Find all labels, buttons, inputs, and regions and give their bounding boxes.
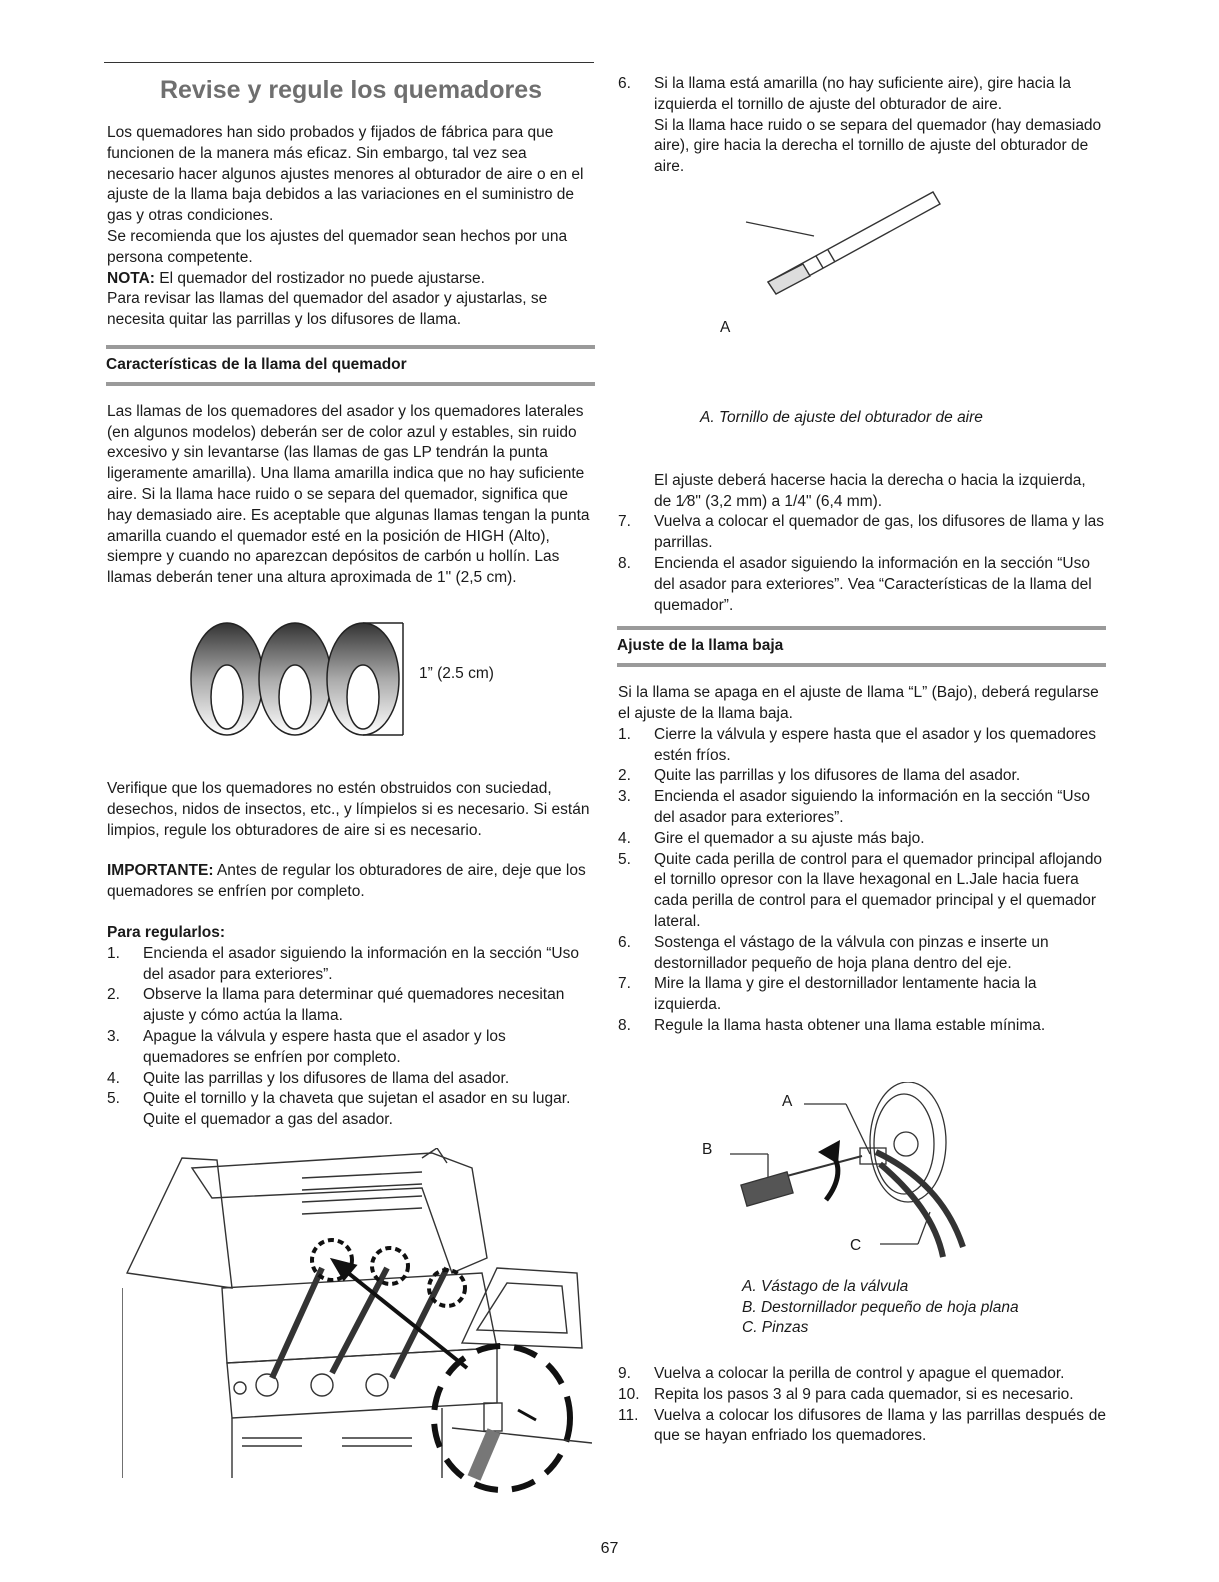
list-item: 2. Quite las parrillas y los difusores de llama del asador.	[618, 767, 1021, 785]
right-step6	[618, 74, 1106, 178]
grill-illustration	[122, 1148, 592, 1508]
list-item: 1. Cierre la válvula y espere hasta que el asador y los quemadores estén fríos.	[618, 725, 1096, 764]
nota-text: El quemador del rostizador no puede ajustarse.	[154, 269, 485, 287]
list-item: 7. Vuelva a colocar el quemador de gas, los difusores de llama y las parrillas.	[618, 513, 1105, 552]
list-item: 5. Quite el tornillo y la chaveta que sujetan el asador en su lugar. Quite el quemador a gas del asador.	[107, 1090, 571, 1129]
valve-label-b: B	[702, 1140, 713, 1158]
list-item: 8. Encienda el asador siguiendo la información en la sección “Uso del asador para exteriores”. Vea “Características de la llama del quemador”.	[618, 554, 1092, 614]
intro-paragraph-1: Los quemadores han sido probados y fijados de fábrica para que funcionen de la manera más eficaz. Sin embargo, tal vez sea necesario hacer algunos ajustes menores al obturador de aire o en el ajuste de la llama baja debidos a las variaciones en el suministro de gas y otras condiciones.	[107, 124, 584, 225]
right-column	[618, 74, 1106, 1447]
valve-figure	[618, 1082, 1106, 1277]
list-item: 6. Si la llama está amarilla (no hay suficiente aire), gire hacia la izquierda el tornillo de ajuste del obturador de aire. Si la llama hace ruido o se separa del quemador (hay demasiado aire), gire hacia la derecha el tornillo de ajuste del obturador de aire.	[618, 75, 1102, 176]
burner-label-a: A	[720, 318, 731, 336]
valve-label-a: A	[782, 1092, 793, 1110]
section-heading-low-flame: Ajuste de la llama baja	[617, 626, 1106, 667]
list-item: 3. Encienda el asador siguiendo la información en la sección “Uso del asador para exteriores”.	[618, 788, 1090, 826]
flame-characteristics-text: Las llamas de los quemadores del asador y los quemadores laterales (en algunos modelos) deberán ser de color azul y estables, sin ruido excesivo y sin levantarse (las llamas de gas LP tendrán la punta ligeramente amarilla). Una llama amarilla indica que no hay suficiente aire. Si la llama hace ruido o se separa del quemador, significa que hay demasiado aire. Es aceptable que algunas llamas tengan la punta amarilla cuando el quemador esté en la posición de HIGH (Alto), siempre y cuando no aparezcan depósitos de carbón u hollín. Las llamas deberán tener una altura aproximada de 1" (2,5 cm).	[107, 402, 590, 587]
burner-caption: A. Tornillo de ajuste del obturador de aire	[700, 408, 983, 426]
list-item: 7. Mire la llama y gire el destornillador lentamente hacia la izquierda.	[618, 975, 1037, 1014]
list-item: 1. Encienda el asador siguiendo la información en la sección “Uso del asador para exteriores”.	[107, 944, 579, 983]
list-item: 5. Quite cada perilla de control para el quemador principal aflojando el tornillo opresor con la llave hexagonal en L.Jale hacia fuera cada perilla de control para el quemador principal y el quemador lateral.	[618, 850, 1103, 930]
flame-illustration	[107, 609, 595, 759]
list-item: 2. Observe la llama para determinar qué quemadores necesitan ajuste y cómo actúa la llama.	[107, 986, 565, 1025]
para-regularlos-heading: Para regularlos:	[107, 923, 226, 941]
importante-text: Antes de regular los obturadores de aire, deje que los quemadores se enfríen por completo.	[107, 862, 586, 901]
list-item: 4. Quite las parrillas y los difusores de llama del asador.	[107, 1069, 510, 1087]
valve-label-c: C	[850, 1236, 862, 1254]
list-item: 4. Gire el quemador a su ajuste más bajo.	[618, 829, 925, 847]
list-item: 11. Vuelva a colocar los difusores de llama y las parrillas después de que se hayan enfriado los quemadores.	[618, 1406, 1106, 1445]
burner-illustration	[618, 184, 1106, 314]
left-steps	[107, 944, 595, 1131]
adjust-note: El ajuste deberá hacerse hacia la derecha o hacia la izquierda, de 1⁄8" (3,2 mm) a 1/4" (6,4 mm).	[654, 471, 1086, 510]
list-item: 9. Vuelva a colocar la perilla de control y apague el quemador.	[618, 1365, 1065, 1383]
intro-paragraph-3: Para revisar las llamas del quemador del asador y ajustarlas, se necesita quitar las parrillas y los difusores de llama.	[107, 290, 548, 329]
valve-captions	[742, 1277, 1106, 1339]
burner-figure	[618, 184, 1106, 336]
section-heading-flame: Características de la llama del quemador	[106, 345, 595, 386]
left-column	[107, 62, 595, 1131]
importante-paragraph	[107, 861, 595, 903]
intro-paragraph-2: Se recomienda que los ajustes del quemador sean hechos por una persona competente.	[107, 227, 568, 266]
caption-c: C. Pinzas	[742, 1319, 809, 1337]
flame-figure	[107, 609, 595, 759]
caption-b: B. Destornillador pequeño de hoja plana	[742, 1298, 1019, 1316]
list-item: 8. Regule la llama hasta obtener una llama estable mínima.	[618, 1016, 1046, 1034]
page-number: 67	[600, 1540, 619, 1557]
list-item: 10. Repita los pasos 3 al 9 para cada quemador, si es necesario.	[618, 1385, 1074, 1403]
nota-paragraph	[107, 269, 595, 290]
right-steps-b	[618, 725, 1106, 1037]
flame-height-label: 1” (2.5 cm)	[419, 664, 494, 682]
importante-label: IMPORTANTE:	[107, 862, 214, 880]
top-rule	[104, 62, 594, 63]
caption-a: A. Vástago de la válvula	[742, 1277, 909, 1295]
right-steps-c	[618, 1364, 1106, 1447]
nota-label: NOTA:	[107, 269, 155, 287]
list-item: 6. Sostenga el vástago de la válvula con pinzas e inserte un destornillador pequeño de hoja plana dentro del eje.	[618, 933, 1049, 972]
low-flame-intro: Si la llama se apaga en el ajuste de llama “L” (Bajo), deberá regularse el ajuste de la llama baja.	[618, 684, 1099, 722]
verify-paragraph: Verifique que los quemadores no estén obstruidos con suciedad, desechos, nidos de insectos, etc., y límpielos si es necesario. Si están limpios, regule los obturadores de aire si es necesario.	[107, 779, 590, 839]
list-item: 3. Apague la válvula y espere hasta que el asador y los quemadores se enfríen por completo.	[107, 1027, 506, 1066]
page-title: Revise y regule los quemadores	[159, 76, 543, 104]
right-steps-a	[618, 512, 1106, 616]
valve-illustration	[618, 1082, 1106, 1277]
